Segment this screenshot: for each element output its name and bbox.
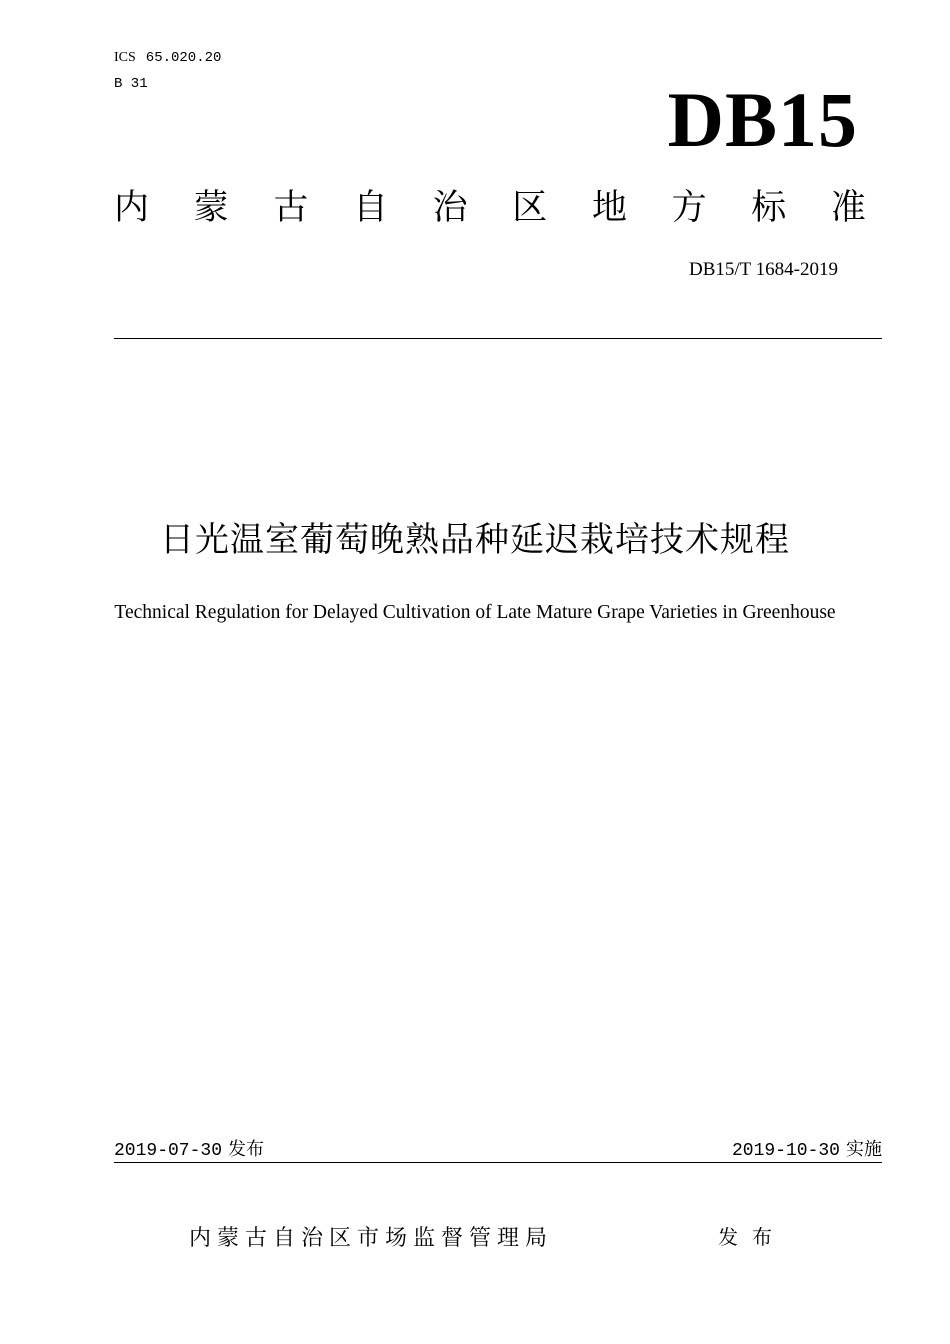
- ccs-code: B 31: [114, 76, 148, 92]
- document-title-chinese: 日光温室葡萄晚熟品种延迟栽培技术规程: [160, 520, 790, 560]
- standard-number: DB15/T 1684-2019: [688, 259, 838, 280]
- document-title-english: Technical Regulation for Delayed Cultivation of Late Mature Grape Varieties in Greenhouse: [114, 602, 836, 623]
- publisher: 内蒙古自治区市场监督管理局: [189, 1226, 554, 1251]
- db15-logo: DB15: [667, 76, 858, 163]
- standard-type-char: 地: [591, 188, 627, 228]
- ics-label: ICS: [114, 50, 136, 65]
- issued-label: 发布: [718, 1225, 786, 1249]
- footer-divider: [114, 1162, 882, 1163]
- ics-value: 65.020.20: [145, 50, 222, 66]
- standard-type-char: 自: [352, 188, 388, 228]
- standard-type-char: 内: [114, 188, 150, 228]
- header-divider: [114, 338, 882, 339]
- standard-type-char: 方: [671, 188, 707, 228]
- issue-date: [114, 1138, 264, 1163]
- implementation-date: [732, 1138, 882, 1163]
- standard-type-char: 区: [512, 188, 548, 228]
- issue-date-value: 2019-07-30: [114, 1141, 223, 1161]
- standard-type-char: 蒙: [193, 188, 229, 228]
- standard-type-char: 准: [830, 188, 866, 228]
- ics-code: [114, 49, 221, 67]
- implementation-date-label: 实施: [846, 1139, 882, 1160]
- standard-type-char: 标: [751, 188, 787, 228]
- standard-type-char: 治: [432, 188, 468, 228]
- standard-type-char: 古: [273, 188, 309, 228]
- standard-type: [114, 185, 866, 231]
- issue-date-label: 发布: [228, 1139, 265, 1160]
- implementation-date-value: 2019-10-30: [731, 1141, 840, 1161]
